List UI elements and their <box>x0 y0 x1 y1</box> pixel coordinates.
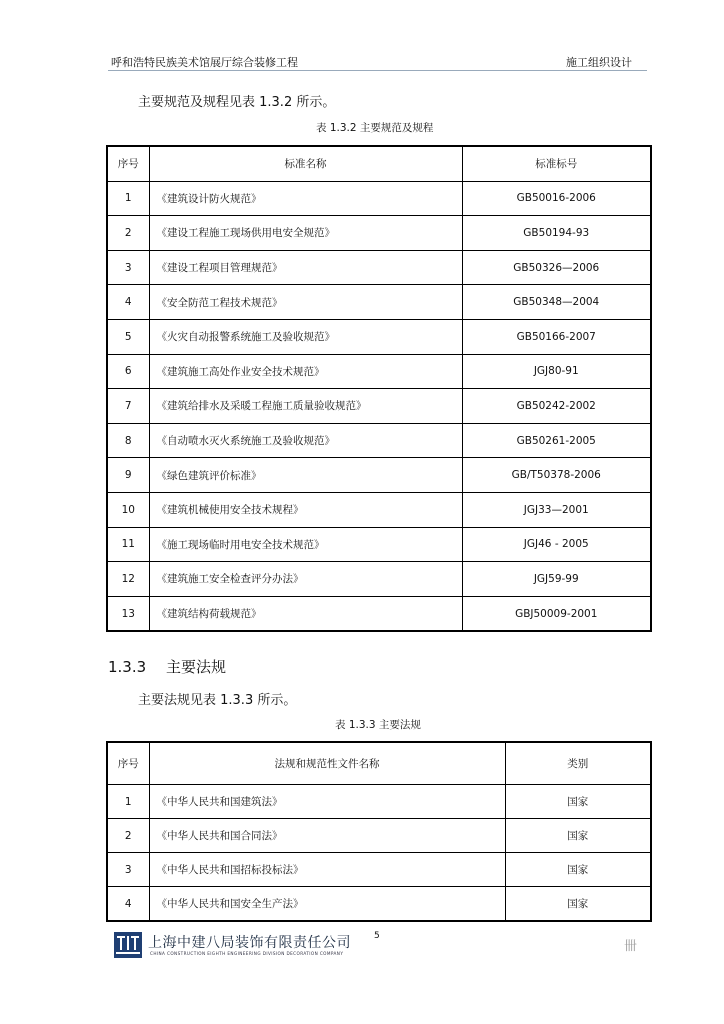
table-row <box>107 458 651 493</box>
table-row <box>107 181 651 216</box>
page-header <box>111 54 646 70</box>
row-index: 4 <box>107 285 149 320</box>
standard-code: GBJ50009-2001 <box>462 596 651 631</box>
col-header-code: 标准标号 <box>462 146 651 181</box>
standard-code: GB/T50378-2006 <box>462 458 651 493</box>
law-name: 《中华人民共和国招标投标法》 <box>149 853 505 887</box>
standard-name: 《火灾自动报警系统施工及验收规范》 <box>149 319 462 354</box>
standard-code: JGJ33—2001 <box>462 492 651 527</box>
company-name-en: CHINA CONSTRUCTION EIGHTH ENGINEERING DIVISION DECORATION COMPANY <box>150 951 344 956</box>
table-row <box>107 596 651 631</box>
table-header-row <box>107 146 651 181</box>
standard-name: 《建筑给排水及采暖工程施工质量验收规范》 <box>149 389 462 424</box>
project-title: 呼和浩特民族美术馆展厅综合装修工程 <box>111 56 298 69</box>
page-number: 5 <box>374 931 380 941</box>
standard-code: JGJ80-91 <box>462 354 651 389</box>
standard-name: 《建设工程施工现场供用电安全规范》 <box>149 216 462 251</box>
standard-name: 《建筑机械使用安全技术规程》 <box>149 492 462 527</box>
table-row <box>107 492 651 527</box>
table-row <box>107 819 651 853</box>
standard-name: 《建筑施工安全检查评分办法》 <box>149 562 462 597</box>
table-header-row <box>107 742 651 785</box>
standard-code: GB50348—2004 <box>462 285 651 320</box>
row-index: 12 <box>107 562 149 597</box>
standard-code: JGJ46 - 2005 <box>462 527 651 562</box>
row-index: 3 <box>107 853 149 887</box>
standard-code: GB50166-2007 <box>462 319 651 354</box>
company-name-cn: 上海中建八局装饰有限责任公司 <box>148 935 351 951</box>
row-index: 2 <box>107 819 149 853</box>
law-name: 《中华人民共和国合同法》 <box>149 819 505 853</box>
table-row <box>107 389 651 424</box>
law-category: 国家 <box>505 853 651 887</box>
row-index: 13 <box>107 596 149 631</box>
row-index: 7 <box>107 389 149 424</box>
standard-name: 《自动喷水灭火系统施工及验收规范》 <box>149 423 462 458</box>
row-index: 1 <box>107 181 149 216</box>
table-1-3-2-caption: 表 1.3.2 主要规范及规程 <box>316 122 434 134</box>
section-title: 主要法规 <box>166 658 227 676</box>
table-row <box>107 250 651 285</box>
law-name: 《中华人民共和国建筑法》 <box>149 785 505 819</box>
standard-name: 《建筑施工高处作业安全技术规范》 <box>149 354 462 389</box>
row-index: 10 <box>107 492 149 527</box>
laws-table <box>106 741 652 922</box>
law-category: 国家 <box>505 819 651 853</box>
document-type: 施工组织设计 <box>566 56 632 69</box>
row-index: 9 <box>107 458 149 493</box>
table-row <box>107 319 651 354</box>
col-header-name: 标准名称 <box>149 146 462 181</box>
table-1-3-3-caption: 表 1.3.3 主要法规 <box>335 719 421 731</box>
regulations-intro: 主要规范及规程见表 1.3.2 所示。 <box>138 95 336 110</box>
table-row <box>107 216 651 251</box>
standard-code: GB50194-93 <box>462 216 651 251</box>
standard-name: 《建设工程项目管理规范》 <box>149 250 462 285</box>
header-divider <box>108 70 647 71</box>
standard-code: GB50326—2006 <box>462 250 651 285</box>
standard-code: GB50242-2002 <box>462 389 651 424</box>
standard-name: 《建筑设计防火规范》 <box>149 181 462 216</box>
table-row <box>107 354 651 389</box>
table-row <box>107 853 651 887</box>
standards-table <box>106 145 652 632</box>
section-heading-1-3-3 <box>108 656 226 677</box>
standard-name: 《绿色建筑评价标准》 <box>149 458 462 493</box>
table-row <box>107 562 651 597</box>
row-index: 3 <box>107 250 149 285</box>
corner-mark: 卌 <box>624 939 638 954</box>
standard-code: JGJ59-99 <box>462 562 651 597</box>
table-row <box>107 527 651 562</box>
row-index: 1 <box>107 785 149 819</box>
standard-name: 《施工现场临时用电安全技术规范》 <box>149 527 462 562</box>
law-category: 国家 <box>505 785 651 819</box>
row-index: 2 <box>107 216 149 251</box>
col-header-category: 类别 <box>505 742 651 785</box>
row-index: 5 <box>107 319 149 354</box>
row-index: 4 <box>107 887 149 922</box>
table-row <box>107 285 651 320</box>
row-index: 8 <box>107 423 149 458</box>
standard-code: GB50261-2005 <box>462 423 651 458</box>
table-row <box>107 785 651 819</box>
standard-code: GB50016-2006 <box>462 181 651 216</box>
col-header-law-name: 法规和规范性文件名称 <box>149 742 505 785</box>
standard-name: 《建筑结构荷载规范》 <box>149 596 462 631</box>
col-header-index: 序号 <box>107 742 149 785</box>
law-category: 国家 <box>505 887 651 922</box>
section-number: 1.3.3 <box>108 658 147 676</box>
row-index: 11 <box>107 527 149 562</box>
standard-name: 《安全防范工程技术规范》 <box>149 285 462 320</box>
law-name: 《中华人民共和国安全生产法》 <box>149 887 505 922</box>
col-header-index: 序号 <box>107 146 149 181</box>
table-row <box>107 887 651 922</box>
row-index: 6 <box>107 354 149 389</box>
company-logo <box>114 932 142 958</box>
table-row <box>107 423 651 458</box>
laws-intro: 主要法规见表 1.3.3 所示。 <box>138 693 297 708</box>
